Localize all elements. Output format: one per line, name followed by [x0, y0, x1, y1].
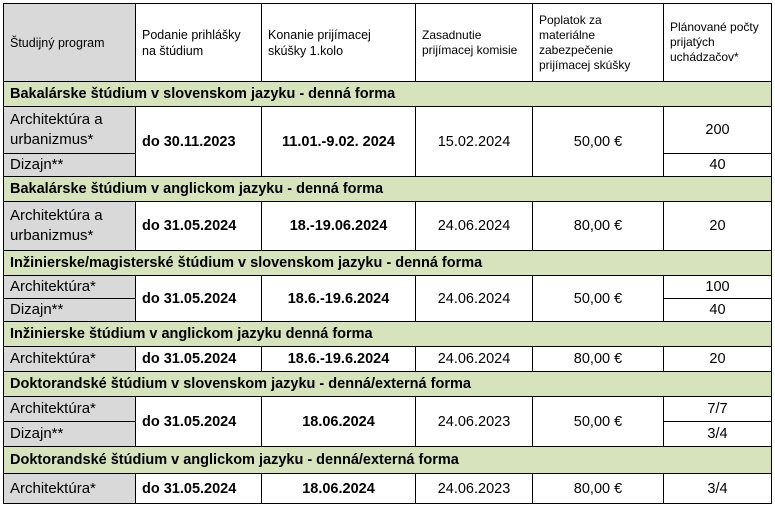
table-row — [4, 202, 772, 251]
committee-date: 24.06.2023 — [416, 474, 533, 504]
exam-date: 18.6.-19.6.2024 — [262, 276, 416, 322]
committee-date: 24.06.2024 — [416, 202, 533, 251]
committee-date: 15.02.2024 — [416, 107, 533, 177]
section-title: Bakalárske štúdium v slovenskom jazyku - denná forma — [4, 82, 772, 107]
section-title-row — [4, 82, 772, 107]
planned-count: 3/4 — [664, 422, 772, 447]
section-title-row — [4, 447, 772, 474]
exam-date: 18.06.2024 — [262, 474, 416, 504]
planned-count: 20 — [664, 202, 772, 251]
program-name: Architektúra* — [4, 276, 136, 299]
planned-count: 40 — [664, 299, 772, 322]
application-deadline: do 31.05.2024 — [136, 276, 262, 322]
admissions-table — [3, 3, 772, 504]
section-title-row — [4, 251, 772, 276]
section-title: Doktorandské štúdium v slovenskom jazyku - denná/externá forma — [4, 372, 772, 397]
header-program: Študijný program — [4, 4, 136, 82]
header-exam: Konanie prijímacej skúšky 1.kolo — [262, 4, 416, 82]
header-planned: Plánované počty prijatých uchádzačov* — [664, 4, 772, 82]
section-title: Inžinierske/magisterské štúdium v slovenskom jazyku - denná forma — [4, 251, 772, 276]
committee-date: 24.06.2024 — [416, 276, 533, 322]
application-deadline: do 31.05.2024 — [136, 397, 262, 447]
planned-count: 20 — [664, 347, 772, 372]
table-row — [4, 397, 772, 422]
program-name: Architektúra a urbanizmus* — [4, 107, 136, 154]
section-title: Doktorandské štúdium v anglickom jazyku - denná/externá forma — [4, 447, 772, 474]
exam-date: 18.-19.06.2024 — [262, 202, 416, 251]
planned-count: 100 — [664, 276, 772, 299]
program-name: Architektúra* — [4, 397, 136, 422]
exam-date: 18.6.-19.6.2024 — [262, 347, 416, 372]
program-name: Dizajn** — [4, 299, 136, 322]
fee-amount: 80,00 € — [533, 347, 664, 372]
application-deadline: do 31.05.2024 — [136, 347, 262, 372]
planned-count: 3/4 — [664, 474, 772, 504]
header-committee: Zasadnutie prijímacej komisie — [416, 4, 533, 82]
table-row — [4, 347, 772, 372]
table-row — [4, 276, 772, 299]
planned-count: 40 — [664, 154, 772, 177]
section-title-row — [4, 177, 772, 202]
header-application: Podanie prihlášky na štúdium — [136, 4, 262, 82]
fee-amount: 50,00 € — [533, 107, 664, 177]
section-title-row — [4, 372, 772, 397]
application-deadline: do 30.11.2023 — [136, 107, 262, 177]
application-deadline: do 31.05.2024 — [136, 202, 262, 251]
program-name: Dizajn** — [4, 154, 136, 177]
header-fee: Poplatok za materiálne zabezpečenie prijímacej skúšky — [533, 4, 664, 82]
planned-count: 7/7 — [664, 397, 772, 422]
program-name: Dizajn** — [4, 422, 136, 447]
fee-amount: 50,00 € — [533, 397, 664, 447]
section-title: Bakalárske štúdium v anglickom jazyku - denná forma — [4, 177, 772, 202]
section-title: Inžinierske štúdium v anglickom jazyku denná forma — [4, 322, 772, 347]
program-name: Architektúra* — [4, 474, 136, 504]
committee-date: 24.06.2023 — [416, 397, 533, 447]
program-name: Architektúra* — [4, 347, 136, 372]
program-name: Architektúra a urbanizmus* — [4, 202, 136, 251]
planned-count: 200 — [664, 107, 772, 154]
committee-date: 24.06.2024 — [416, 347, 533, 372]
exam-date: 11.01.-9.02. 2024 — [262, 107, 416, 177]
fee-amount: 80,00 € — [533, 202, 664, 251]
header-row — [4, 4, 772, 82]
application-deadline: do 31.05.2024 — [136, 474, 262, 504]
fee-amount: 80,00 € — [533, 474, 664, 504]
table-row — [4, 474, 772, 504]
fee-amount: 50,00 € — [533, 276, 664, 322]
section-title-row — [4, 322, 772, 347]
exam-date: 18.06.2024 — [262, 397, 416, 447]
